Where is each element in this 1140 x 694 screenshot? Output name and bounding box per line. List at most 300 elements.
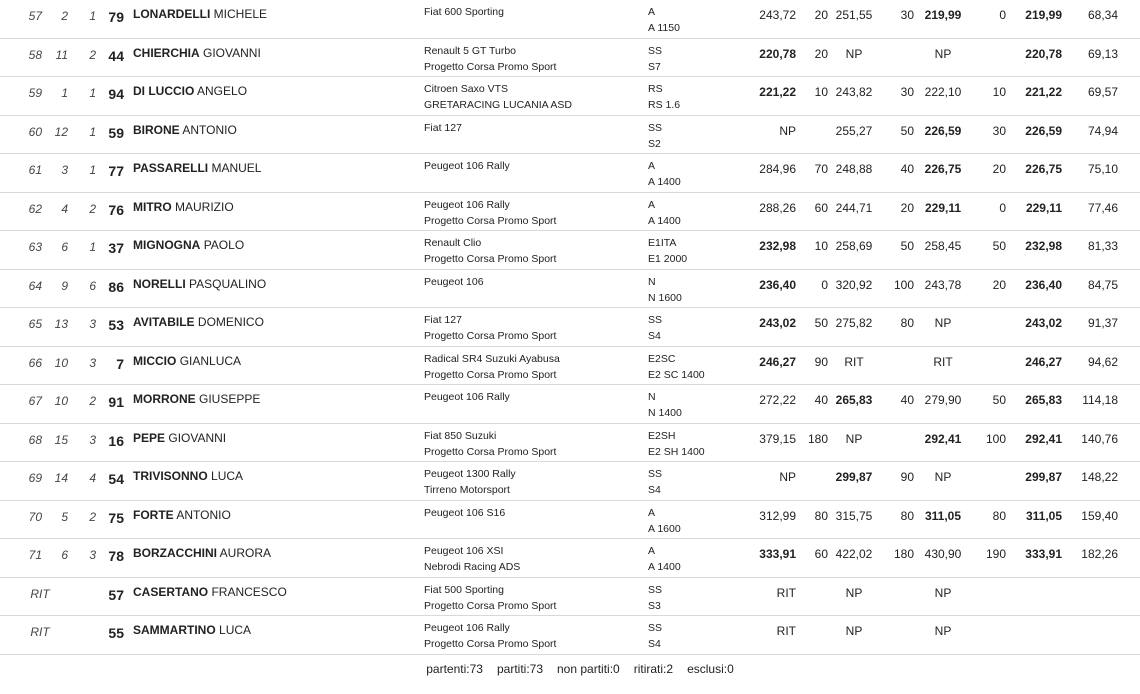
class-subgroup: S3 [648,599,661,612]
driver-first-name: AURORA [219,546,272,560]
driver-surname: MICCIO [133,353,177,368]
class-subgroup: S4 [648,638,661,650]
heat1-penalty: 60 [814,547,828,561]
heat2-penalty: 50 [900,123,914,138]
position-cell: 57 [28,9,42,23]
driver-first-name: ANGELO [197,84,248,98]
position-cell: 63 [28,240,42,254]
driver-first-name: GIANLUCA [179,353,242,368]
heat2-penalty: 180 [893,547,914,561]
race-number: 94 [108,86,124,102]
gap-time: 81,33 [1087,239,1118,253]
driver-surname: TRIVISONNO [133,469,208,483]
best-time: 232,98 [1025,239,1062,253]
result-row [0,231,1140,270]
heat1-time: 246,27 [759,354,796,369]
position-cell: 66 [28,355,42,370]
heat1-time: RIT [776,624,796,638]
driver-first-name: PAOLO [203,238,245,252]
driver-surname: PEPE [133,430,166,445]
car-model: Fiat 500 Sporting [424,583,504,596]
race-number: 7 [116,355,124,372]
heat1-time: 333,91 [759,547,796,561]
gap-time: 74,94 [1087,123,1118,138]
race-number: 76 [108,201,124,218]
race-number: 55 [108,625,124,641]
gap-time: 69,13 [1087,46,1118,61]
driver-first-name: GIUSEPPE [199,392,261,406]
class-group: A [648,160,656,172]
heat3-time: 292,41 [924,431,962,446]
team-name: Progetto Corsa Promo Sport [424,599,557,612]
heat1-time: NP [779,470,796,484]
race-number: 53 [108,317,124,333]
best-time: 236,40 [1025,277,1062,292]
driver-name [133,585,287,599]
race-number: 77 [108,163,124,179]
team-name: Tirreno Motorsport [424,484,510,496]
driver-surname: MORRONE [133,392,196,406]
heat2-time: 275,82 [835,316,873,330]
heat1-penalty: 70 [814,162,828,176]
heat3-time: NP [934,470,952,484]
class-subgroup: RS 1.6 [648,99,681,111]
driver-name [133,238,244,252]
car-model: Citroen Saxo VTS [424,83,509,95]
class-group: N [648,391,656,403]
heat2-penalty: 40 [900,393,914,407]
class-subgroup: E2 SH 1400 [648,445,705,458]
best-time: 220,78 [1025,46,1062,61]
class-position-cell: 12 [54,124,68,139]
team-name: Progetto Corsa Promo Sport [424,214,557,227]
driver-name [133,277,266,291]
heat3-penalty: 0 [999,200,1006,215]
car-model: Peugeot 106 Rally [424,198,510,211]
heat2-time: 315,75 [835,508,873,523]
gap-time: 91,37 [1087,316,1118,330]
heat2-time: 422,02 [835,547,873,561]
heat1-time: 243,72 [759,8,796,22]
class-subgroup: A 1600 [648,522,681,535]
group-position-cell: 1 [89,163,96,177]
heat3-penalty: 80 [992,508,1006,523]
position-cell: 65 [28,317,42,331]
heat3-time: NP [934,624,952,638]
car-model: Peugeot 106 S16 [424,506,506,519]
driver-first-name: DOMENICO [197,315,264,329]
heat3-time: 226,75 [924,162,962,176]
summary-non-partiti: non partiti:0 [557,661,620,676]
heat2-time: 299,87 [835,470,873,484]
result-row [0,616,1140,655]
car-model: Renault Clio [424,237,482,249]
heat3-time: 311,05 [924,508,962,523]
group-position-cell: 2 [89,201,96,216]
driver-first-name: MICHELE [213,7,268,21]
heat2-time: NP [845,431,863,446]
heat2-time: NP [845,585,863,600]
heat3-time: NP [934,585,952,600]
heat2-penalty: 90 [900,470,914,484]
heat2-time: 258,69 [835,239,873,253]
group-position-cell: 1 [89,86,96,100]
team-name: Nebrodi Racing ADS [424,561,521,573]
heat3-time: 258,45 [924,239,962,253]
driver-name [133,546,271,560]
heat1-penalty: 180 [807,431,828,446]
driver-name [133,508,231,522]
driver-surname: CASERTANO [133,584,209,599]
driver-first-name: LUCA [219,623,252,637]
class-subgroup: S4 [648,484,661,496]
heat1-time: 288,26 [759,200,796,215]
car-model: Fiat 850 Suzuki [424,429,497,442]
race-number: 79 [108,9,124,25]
heat2-penalty: 30 [900,8,914,22]
team-name: Progetto Corsa Promo Sport [424,330,557,342]
heat1-time: 232,98 [759,239,796,253]
heat2-penalty: 40 [900,162,914,176]
class-group: RS [648,83,663,95]
result-row [0,39,1140,78]
team-name: Progetto Corsa Promo Sport [424,445,557,458]
heat1-penalty: 90 [814,354,828,369]
result-row [0,462,1140,501]
driver-name [133,7,267,21]
heat3-penalty: 20 [992,162,1006,176]
summary-ritirati: ritirati:2 [633,661,674,676]
heat3-penalty: 190 [985,547,1006,561]
car-model: Peugeot 106 Rally [424,160,510,172]
class-subgroup: N 1600 [648,291,682,304]
gap-time: 148,22 [1081,470,1118,484]
heat3-time: NP [934,46,952,61]
best-time: 243,02 [1025,316,1062,330]
class-group: E1ITA [648,237,677,249]
heat1-penalty: 10 [814,239,828,253]
result-row [0,539,1140,578]
class-subgroup: S2 [648,137,661,150]
race-number: 57 [108,586,124,603]
heat3-penalty: 100 [985,431,1006,446]
class-position-cell: 4 [61,201,68,216]
gap-time: 159,40 [1081,508,1118,523]
team-name: Progetto Corsa Promo Sport [424,253,557,265]
heat2-penalty: 50 [900,239,914,253]
best-time: 299,87 [1025,470,1062,484]
heat2-time: NP [845,624,863,638]
driver-name [133,123,237,137]
class-position-cell: 15 [54,432,68,447]
driver-surname: MIGNOGNA [133,238,201,252]
driver-name [133,315,264,329]
position-cell: 70 [28,509,42,524]
heat3-time: 430,90 [924,547,962,561]
race-number: 75 [108,509,124,526]
gap-time: 69,57 [1087,85,1118,99]
result-row [0,154,1140,193]
heat1-time: 243,02 [759,316,796,330]
best-time: 221,22 [1025,85,1062,99]
driver-surname: BORZACCHINI [133,546,217,560]
class-group: A [648,6,656,18]
driver-name [133,46,261,60]
class-position-cell: 6 [61,548,68,562]
heat1-penalty: 20 [814,8,828,22]
position-cell: 62 [28,201,42,216]
gap-time: 114,18 [1082,393,1118,407]
driver-name [133,623,251,637]
class-position-cell: 1 [61,86,68,100]
group-position-cell: 2 [89,47,96,62]
best-time: 229,11 [1025,200,1062,215]
driver-first-name: MAURIZIO [175,199,234,214]
result-row [0,501,1140,540]
heat3-time: 229,11 [924,200,962,215]
position-cell: 60 [28,124,42,139]
driver-first-name: FRANCESCO [211,584,287,599]
race-number: 91 [108,394,124,410]
heat2-penalty: 80 [900,316,914,330]
car-model: Peugeot 106 XSI [424,545,504,557]
result-row [0,424,1140,463]
car-model: Peugeot 106 [424,275,484,288]
heat3-penalty: 0 [999,8,1006,22]
group-position-cell: 3 [89,432,96,447]
summary-bar [0,655,1140,683]
summary-esclusi: esclusi:0 [687,661,734,676]
best-time: 333,91 [1025,547,1062,561]
class-subgroup: A 1400 [648,561,681,573]
heat2-time: 320,92 [835,277,873,292]
heat1-time: 272,22 [759,393,796,407]
position-cell: 58 [28,47,42,62]
driver-name [133,354,241,368]
class-position-cell: 2 [61,9,68,23]
gap-time: 68,34 [1087,8,1118,22]
driver-name [133,469,243,483]
group-position-cell: 1 [89,240,96,254]
position-cell: RIT [30,586,50,601]
heat1-time: 312,99 [759,508,796,523]
group-position-cell: 3 [89,355,96,370]
result-row [0,578,1140,617]
class-subgroup: E1 2000 [648,253,688,265]
race-number: 86 [108,278,124,295]
result-row [0,116,1140,155]
class-position-cell: 9 [61,278,68,293]
heat1-time: NP [779,123,796,138]
gap-time: 75,10 [1087,162,1118,176]
driver-name [133,161,261,175]
heat2-time: NP [845,46,863,61]
heat1-penalty: 10 [814,85,828,99]
class-group: SS [648,314,663,326]
result-row [0,385,1140,424]
class-position-cell: 6 [61,240,68,254]
gap-time: 94,62 [1087,354,1118,369]
driver-surname: FORTE [133,507,174,522]
heat1-penalty: 0 [821,277,828,292]
class-group: E2SC [648,352,676,365]
car-model: Radical SR4 Suzuki Ayabusa [424,352,560,365]
group-position-cell: 6 [89,278,96,293]
class-position-cell: 10 [54,394,68,408]
position-cell: 59 [28,86,42,100]
heat3-time: 222,10 [924,85,962,99]
car-model: Peugeot 106 Rally [424,391,510,403]
class-position-cell: 13 [54,317,68,331]
car-model: Fiat 127 [424,121,462,134]
heat3-time: 219,99 [924,8,962,22]
position-cell: 64 [28,278,42,293]
driver-name [133,84,247,98]
driver-name [133,431,226,445]
team-name: Progetto Corsa Promo Sport [424,638,557,650]
class-group: SS [648,121,663,134]
driver-surname: PASSARELLI [133,161,209,175]
driver-first-name: PASQUALINO [189,276,267,291]
heat3-penalty: 10 [992,85,1006,99]
race-number: 44 [108,47,124,64]
class-group: SS [648,583,663,596]
heat3-time: 243,78 [924,277,962,292]
class-group: SS [648,468,663,480]
heat2-time: 255,27 [835,123,873,138]
heat1-penalty: 40 [814,393,828,407]
driver-surname: MITRO [133,199,172,214]
class-subgroup: E2 SC 1400 [648,368,705,381]
group-position-cell: 2 [89,394,96,408]
driver-first-name: MANUEL [211,161,262,175]
driver-first-name: ANTONIO [182,122,237,137]
heat1-penalty: 20 [814,46,828,61]
heat1-time: 236,40 [759,277,796,292]
position-cell: 71 [28,548,42,562]
class-position-cell: 14 [54,471,68,485]
car-model: Peugeot 1300 Rally [424,468,516,480]
best-time: 292,41 [1025,431,1062,446]
heat3-time: NP [934,316,952,330]
position-cell: 69 [28,471,42,485]
heat2-time: 248,88 [835,162,873,176]
summary-partenti: partenti:73 [426,661,483,676]
class-position-cell: 10 [54,355,68,370]
class-group: E2SH [648,429,676,442]
heat3-penalty: 50 [992,393,1006,407]
class-group: SS [648,44,663,57]
heat2-penalty: 20 [900,200,914,215]
result-row [0,347,1140,386]
class-subgroup: A 1150 [648,22,680,34]
team-name: Progetto Corsa Promo Sport [424,368,557,381]
heat3-penalty: 20 [992,277,1006,292]
class-group: A [648,545,656,557]
race-number: 54 [108,471,124,487]
position-cell: 68 [28,432,42,447]
driver-surname: CHIERCHIA [133,45,200,60]
gap-time: 140,76 [1081,431,1118,446]
driver-surname: AVITABILE [133,315,195,329]
driver-surname: NORELLI [133,276,186,291]
class-subgroup: S4 [648,330,661,342]
group-position-cell: 3 [89,548,96,562]
class-position-cell: 11 [55,47,68,62]
driver-surname: LONARDELLI [133,7,211,21]
race-number: 78 [108,548,124,564]
driver-first-name: ANTONIO [176,507,231,522]
group-position-cell: 2 [89,509,96,524]
driver-name [133,200,234,214]
class-group: A [648,506,656,519]
driver-first-name: LUCA [211,469,244,483]
heat3-penalty: 50 [992,239,1006,253]
group-position-cell: 4 [89,471,96,485]
race-number: 37 [108,240,124,256]
heat3-penalty: 30 [992,123,1006,138]
class-subgroup: S7 [648,60,661,73]
class-position-cell: 3 [61,163,68,177]
gap-time: 77,46 [1087,200,1118,215]
car-model: Fiat 127 [424,314,462,326]
heat2-time: 244,71 [835,200,873,215]
result-row [0,270,1140,309]
heat2-penalty: 100 [893,277,914,292]
class-group: SS [648,622,663,634]
heat1-penalty: 60 [814,200,828,215]
heat1-time: 379,15 [759,431,796,446]
summary-partiti: partiti:73 [496,661,543,676]
heat2-time: 251,55 [835,8,873,22]
car-model: Fiat 600 Sporting [424,6,504,18]
car-model: Renault 5 GT Turbo [424,44,517,57]
best-time: 219,99 [1025,8,1062,22]
class-subgroup: A 1400 [648,214,681,227]
position-cell: RIT [30,625,50,639]
result-row [0,193,1140,232]
best-time: 246,27 [1025,354,1062,369]
driver-name [133,392,260,406]
driver-surname: DI LUCCIO [133,84,195,98]
heat2-time: RIT [844,354,864,369]
class-position-cell: 5 [61,509,68,524]
heat1-time: 221,22 [759,85,796,99]
best-time: 311,05 [1025,508,1062,523]
group-position-cell: 1 [89,9,96,23]
class-group: A [648,198,656,211]
heat1-penalty: 50 [814,316,828,330]
team-name: Progetto Corsa Promo Sport [424,60,557,73]
result-row [0,77,1140,116]
best-time: 265,83 [1025,393,1062,407]
heat1-time: 284,96 [759,162,796,176]
gap-time: 84,75 [1087,277,1118,292]
group-position-cell: 3 [89,317,96,331]
driver-first-name: GIOVANNI [203,45,261,60]
position-cell: 61 [28,163,42,177]
heat1-penalty: 80 [814,508,828,523]
position-cell: 67 [28,394,42,408]
team-name: GRETARACING LUCANIA ASD [424,99,573,111]
class-subgroup: A 1400 [648,176,681,188]
driver-first-name: GIOVANNI [168,430,227,445]
result-row [0,308,1140,347]
group-position-cell: 1 [89,124,96,139]
best-time: 226,59 [1025,123,1062,138]
heat3-time: 279,90 [924,393,962,407]
driver-surname: BIRONE [133,122,180,137]
